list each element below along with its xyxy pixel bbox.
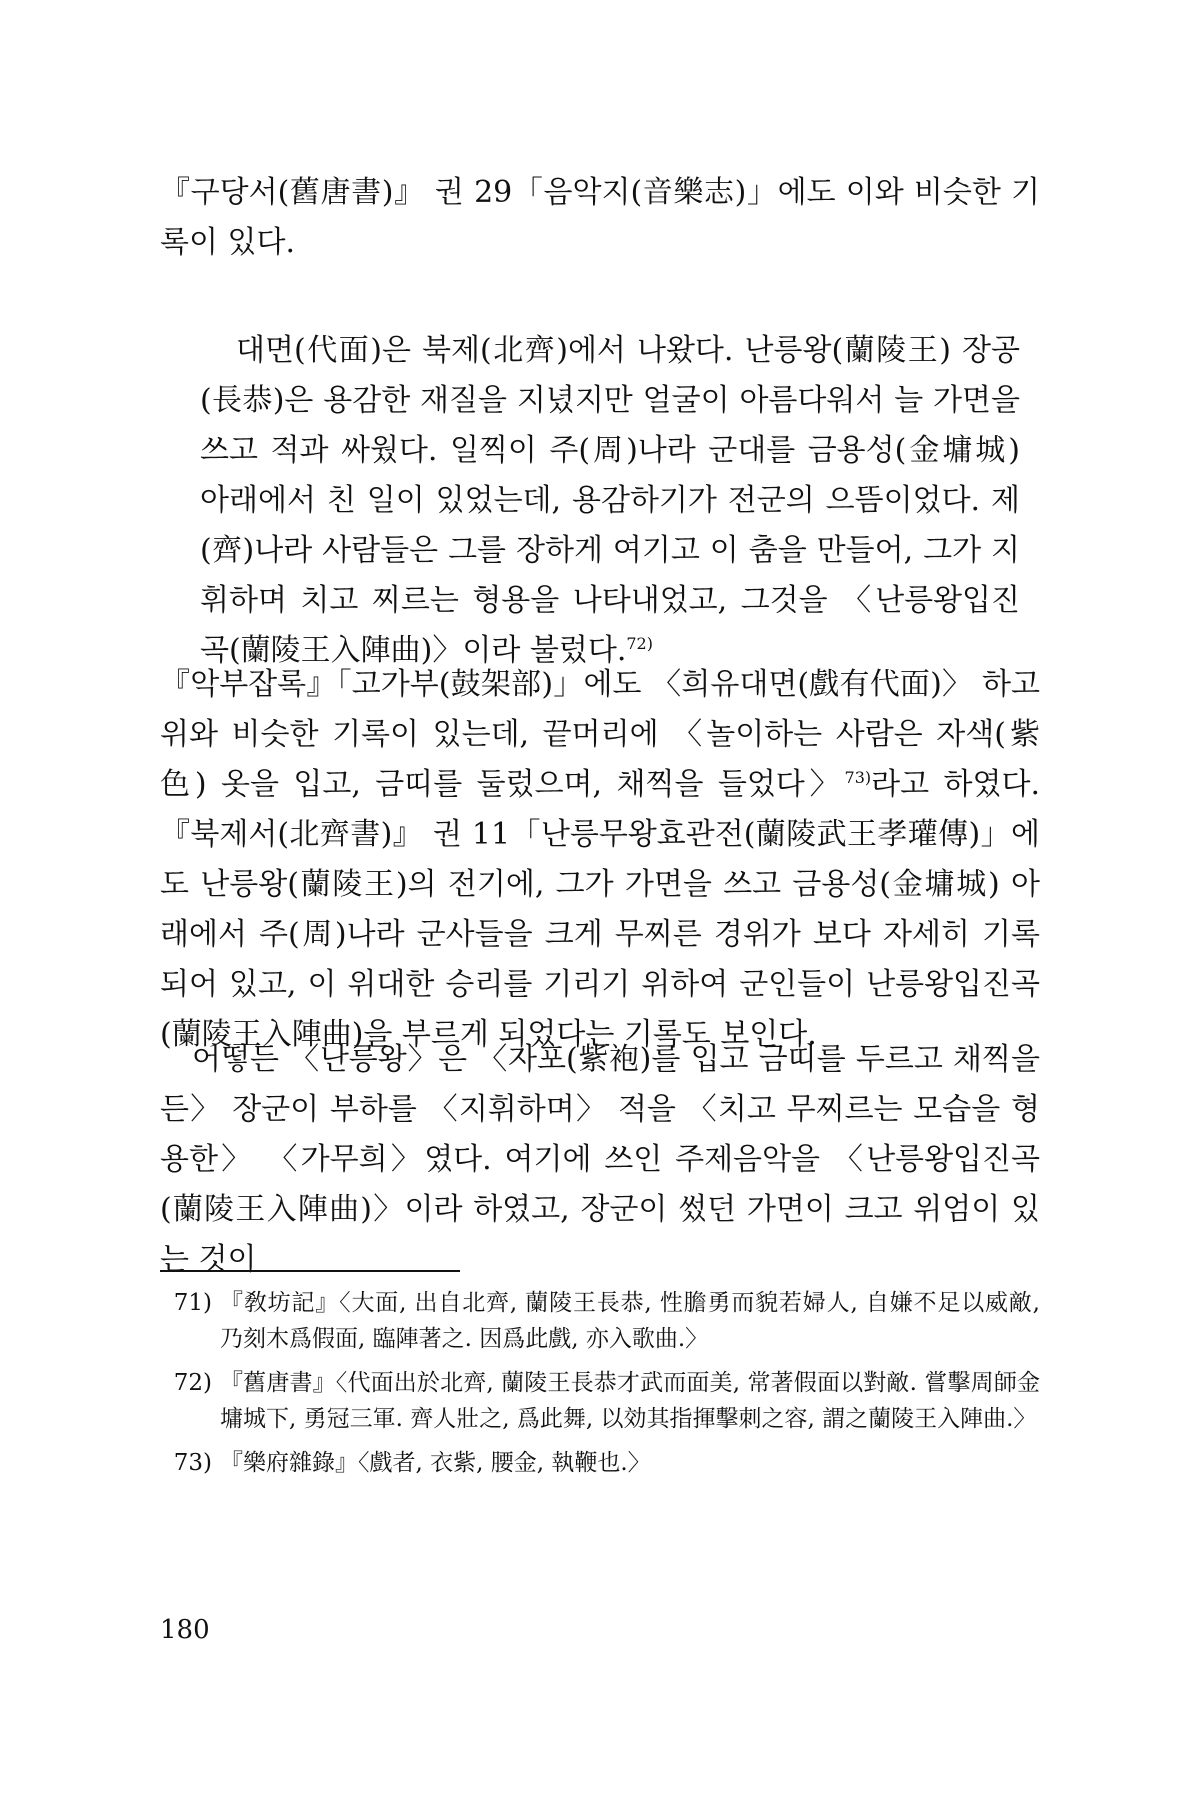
footnote-text: 『舊唐書』〈代面出於北齊, 蘭陵王長恭才武而面美, 常著假面以對敵. 嘗擊周師金墉城下, 勇冠三軍. 齊人壯之, 爲此舞, 以効其指揮擊刺之容, 謂之蘭陵王入陣曲.〉 bbox=[220, 1370, 1040, 1432]
footnote-text: 『樂府雜錄』〈戲者, 衣紫, 腰金, 執鞭也.〉 bbox=[220, 1450, 651, 1476]
footnote-ref-72: 72) bbox=[626, 634, 653, 653]
block-quote-paragraph bbox=[200, 326, 1020, 676]
footnote-ref-73: 73) bbox=[844, 768, 872, 787]
footnote-73 bbox=[160, 1445, 1040, 1481]
paragraph-akbu-text-b: 라고 하였다. 『북제서(北齊書)』 권 11「난릉무왕효관전(蘭陵武王孝瓘傳)」에도 난릉왕(蘭陵王)의 전기에, 그가 가면을 쓰고 금용성(金墉城) 아래에서 주(周)나라 군사들을 크게 무찌른 경위가 보다 자세히 기록되어 있고, 이 위대한 승리를 기리기 위하여 군인들이 난릉왕입진곡(蘭陵王入陣曲)을 부르게 되었다는 기록도 보인다. bbox=[160, 767, 1040, 1052]
footnote-number: 73) bbox=[173, 1450, 212, 1476]
paragraph-akbu-text-a: 『악부잡록』「고가부(鼓架部)」에도 〈희유대면(戲有代面)〉 하고 위와 비슷한 기록이 있는데, 끝머리에 〈놀이하는 사람은 자색(紫色) 옷을 입고, 금띠를 둘렀으며, 채찍을 들었다〉 bbox=[160, 667, 1040, 802]
footnote-71 bbox=[160, 1285, 1040, 1357]
footnote-72 bbox=[160, 1365, 1040, 1437]
block-quote bbox=[200, 326, 1020, 676]
footnote-number: 72) bbox=[173, 1370, 212, 1396]
footnote-divider bbox=[160, 1270, 460, 1272]
paragraph-summary bbox=[160, 1035, 1040, 1285]
paragraph-intro bbox=[160, 168, 1040, 268]
footnote-text: 『敎坊記』〈大面, 出自北齊, 蘭陵王長恭, 性膽勇而貌若婦人, 自嫌不足以威敵, 乃刻木爲假面, 臨陣著之. 因爲此戲, 亦入歌曲.〉 bbox=[220, 1290, 1040, 1352]
footnotes bbox=[160, 1285, 1040, 1489]
paragraph-summary-text: 어떻든 〈난릉왕〉은 〈자포(紫袍)를 입고 금띠를 두르고 채찍을 든〉 장군이 부하를 〈지휘하며〉 적을 〈치고 무찌르는 모습을 형용한〉 〈가무희〉였다. 여기에 쓰인 주제음악을 〈난릉왕입진곡(蘭陵王入陣曲)〉이라 하였고, 장군이 썼던 가면이 크고 위엄이 있는 것이 bbox=[160, 1042, 1040, 1277]
paragraph-intro-text: 『구당서(舊唐書)』 권 29「음악지(音樂志)」에도 이와 비슷한 기록이 있다. bbox=[160, 175, 1040, 260]
footnote-number: 71) bbox=[173, 1290, 212, 1316]
block-quote-text: 대면(代面)은 북제(北齊)에서 나왔다. 난릉왕(蘭陵王) 장공(長恭)은 용감한 재질을 지녔지만 얼굴이 아름다워서 늘 가면을 쓰고 적과 싸웠다. 일찍이 주(周)나라 군대를 금용성(金墉城) 아래에서 친 일이 있었는데, 용감하기가 전군의 으뜸이었다. 제(齊)나라 사람들은 그를 장하게 여기고 이 춤을 만들어, 그가 지휘하며 치고 찌르는 형용을 나타내었고, 그것을 〈난릉왕입진곡(蘭陵王入陣曲)〉이라 불렀다. bbox=[200, 333, 1020, 668]
paragraph-akbu bbox=[160, 660, 1040, 1060]
page-number: 180 bbox=[160, 1615, 210, 1645]
